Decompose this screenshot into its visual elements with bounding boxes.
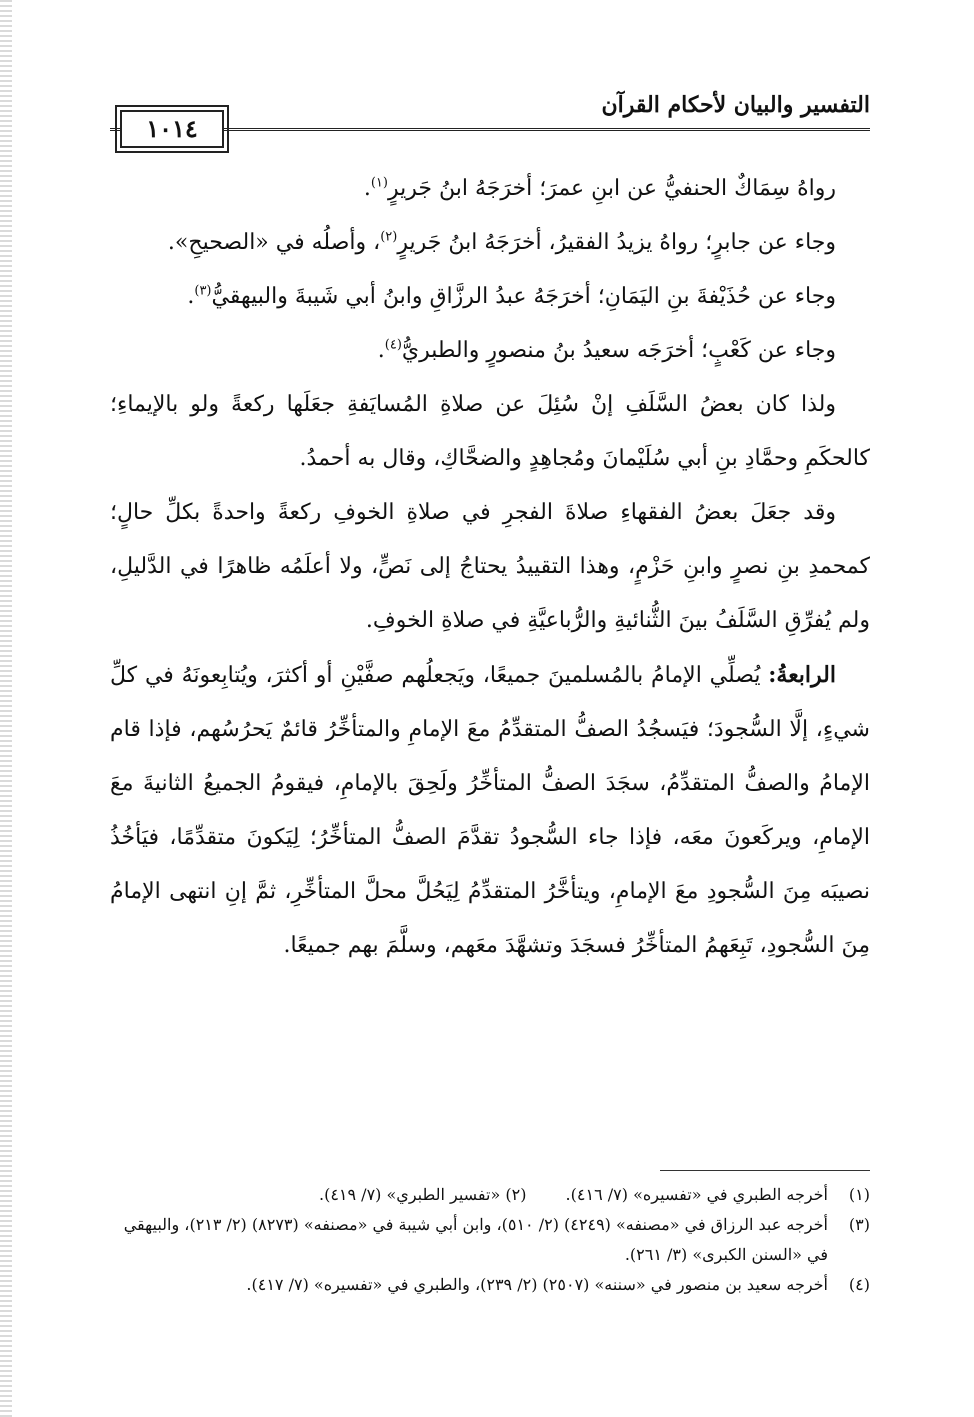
page-number: ١٠١٤: [120, 110, 224, 148]
paragraph: وجاء عن كَعْبٍ؛ أخرَجَه سعيدُ بنُ منصورٍ والطبريُّ$^{(٤)}$.: [377, 337, 836, 363]
footnote: (١) أخرجه الطبري في «تفسيره» (٧/ ٤١٦). (٢) «تفسير الطبري» (٧/ ٤١٩).: [318, 1185, 870, 1204]
footnote-ref: (٣): [194, 283, 212, 299]
book-title: التفسير والبيان لأحكام القرآن: [601, 92, 870, 118]
footnote-ref: (٤): [384, 337, 402, 353]
footnote: (٣) أخرجه عبد الرزاق في «مصنفه» (٤٢٤٩) (٢/ ٥١٠)، وابن أبي شيبة في «مصنفه» (٨٢٧٣) (٢/ ٢١٣)، والبيهقي في «السنن الكبرى» (٣/ ٢٦١).: [123, 1215, 870, 1264]
header-rule: [110, 128, 870, 131]
paragraph: رواهُ سِمَاكٌ الحنفيُّ عن ابنِ عمرَ؛ أخرَجَهُ ابنُ جَريرٍ$^{(١)}$.: [363, 175, 836, 201]
paragraph: وجاء عن حُذَيْفةَ بنِ اليَمَانِ؛ أخرَجَهُ عبدُ الرزَّاقِ وابنُ أبي شَيبةَ والبيهقيُّ$^{(٣)}$.: [187, 283, 836, 309]
running-header: [110, 88, 870, 158]
paragraph: وقد جعَلَ بعضُ الفقهاءِ صلاةَ الفجرِ في صلاةِ الخوفِ ركعةً واحدةً بكلِّ حالٍ؛ كمحمدِ بنِ نصرٍ وابنِ حَزْمٍ، وهذا التقييدُ يحتاجُ إلى نَصٍّ، ولا أعلَمُه ظاهرًا في الدَّليلِ، ولم يُفرِّقِ السَّلَفُ بينَ الثُّنائيةِ والرُّباعيَّةِ في صلاةِ الخوفِ.: [110, 500, 870, 633]
footnote: (٤) أخرجه سعيد بن منصور في «سننه» (٢٥٠٧) (٢/ ٢٣٩)، والطبري في «تفسيره» (٧/ ٤١٧).: [246, 1275, 870, 1294]
main-text: [110, 162, 870, 973]
footnotes: [110, 1180, 870, 1300]
paragraph: ولذا كان بعضُ السَّلَفِ إنْ سُئِلَ عن صلاةِ المُسايَفةِ جعَلَها ركعةً ولو بالإيماءِ؛ كالحكَمِ وحمَّادِ بنِ أبي سُلَيْمانَ ومُجاهِدٍ والضحَّاكِ، وقال به أحمدُ.: [110, 392, 870, 471]
paragraph-fourth-method: الرابعةُ: يُصلِّي الإمامُ بالمُسلمينَ جميعًا، ويَجعلُهم صفَّيْنِ أو أكثرَ، ويُتابِعونَهُ في كلِّ شيءٍ، إلَّا السُّجودَ؛ فيَسجُدُ الصفُّ المتقدِّمُ معَ الإمامِ والمتأخِّرُ قائمٌ يَحرُسُهم، فإذا قام الإمامُ والصفُّ المتقدِّمُ، سجَدَ الصفُّ المتأخِّرُ ولَحِقَ بالإمامِ، فيقومُ الجميعُ الثانيةَ معَ الإمامِ، ويركَعونَ معَه، فإذا جاء السُّجودُ تقدَّمَ الصفُّ المتأخِّرُ؛ لِيَكونَ متقدِّمًا، فيَأخُذُ نصيبَه مِنَ السُّجودِ معَ الإمامِ، ويتأخَّرُ المتقدِّمُ لِيَحُلَّ محلَّ المتأخِّرِ، ثمَّ إنِ انتهى الإمامُ مِنَ السُّجودِ، تَبِعَهمُ المتأخِّرُ فسجَدَ وتشهَّدَ معَهم، وسلَّمَ بهم جميعًا.: [110, 662, 870, 958]
paragraph: وجاء عن جابرٍ؛ رواهُ يزيدُ الفقيرُ، أخرَجَهُ ابنُ جَريرٍ$^{(٢)}$، وأصلُه في «الصحيحِ».: [167, 229, 836, 255]
footnote-ref: (٢): [380, 229, 398, 245]
footnote-separator: [660, 1170, 870, 1171]
footnote-ref: (١): [370, 175, 388, 191]
section-label: الرابعةُ:: [768, 662, 836, 688]
page-edge-shadow: [0, 0, 12, 1417]
